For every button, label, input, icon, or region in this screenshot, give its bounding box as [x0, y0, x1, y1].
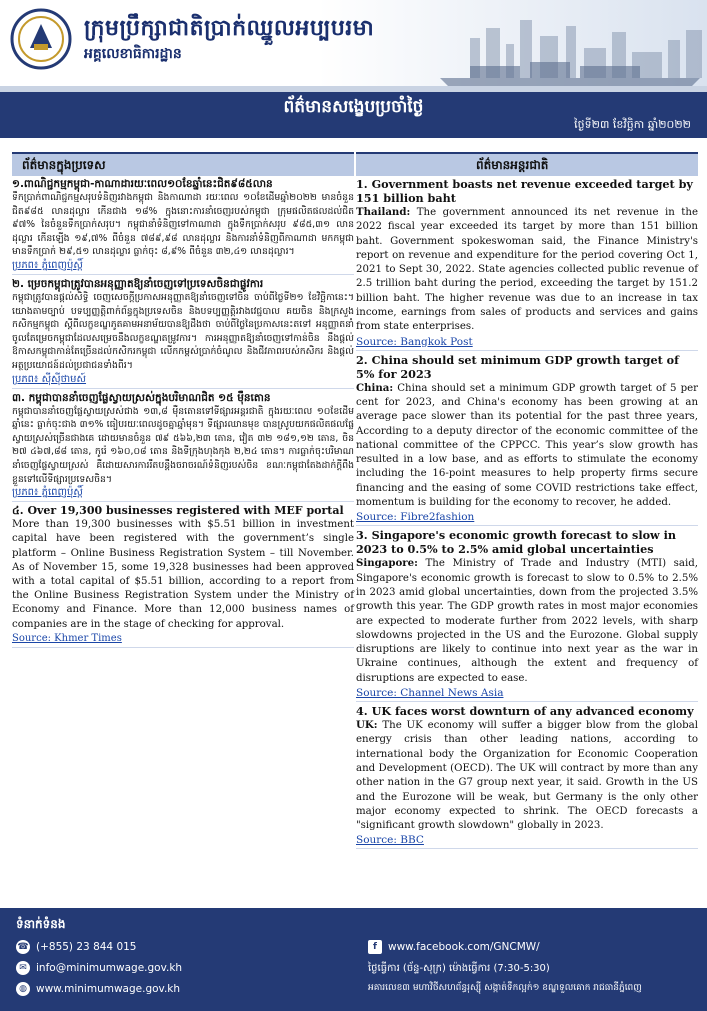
article-title: 1. Government boasts net revenue exceeded target by 151 billion baht [356, 177, 693, 205]
article-title: ២. ម្រេចកម្ពុជាត្រូវបានអនុញ្ញាតឱ្យនាំចេញទៅប្រទេសចិនជាផ្លូវការ [12, 277, 264, 290]
article-title: ១.ពាណិជ្ជកម្មកម្ពុជា-កាណាដារយៈពេល១០ខែឆ្នាំនេះជិត៩៨៥លាន [12, 178, 273, 190]
issue-date: ថ្ងៃទី២៣ ខែវិច្ឆិកា ឆ្នាំ២០២២ [574, 118, 691, 131]
article-country: Thailand: [356, 206, 411, 218]
article-source-link[interactable]: ប្រភព៖ ភ្នំពេញប៉ុស្តិ៍ [12, 486, 354, 502]
header-banner [0, 0, 707, 92]
article-text: The Ministry of Trade and Industry (MTI) said, Singapore's economic growth is forecast to slow to 0.5% to 2.5% in 2023 amid global uncertainties, down from the projected 3.5% growth this year. The GDP growth rates in most major economies are expected to moderate further from 2022 levels, with sharp slowdowns projected in the US and the Eurozone. Global supply disruptions are likely to continue into next year as the war in Ukraine continues, although the extent and frequency of disruptions are expected to ease. [356, 558, 698, 684]
facebook-icon: f [368, 940, 382, 954]
email-icon: ✉ [16, 961, 30, 975]
intl-article-2 [356, 352, 698, 527]
phone-row [16, 940, 137, 954]
article-title: 2. China should set minimum GDP growth target of 5% for 2023 [356, 352, 679, 381]
local-article-3 [12, 390, 354, 503]
article-body [356, 205, 698, 335]
article-body: ទឹកប្រាក់ពាណិជ្ជកម្មសរុបទំនិញរវាងកម្ពុជា និងកាណាដា រយៈពេល ១០ខែដើមឆ្នាំ២០២២ មានចំនួនជិត៩៨៥ លានដុល្លារ កើនជាង ១៨% ក្នុងនោះការនាំចេញរបស់កម្ពុជា ក្រុមផលិតផលដល់ជិត ៩៧% នៃចំនួនទឹកប្រាក់សរុប។ កម្ពុជានាំទំនិញទៅកាណាដា ក្នុងទឹកប្រាក់សរុប ៩៨៥,៣១ លានដុល្លារ កើនឡើង ១៩,៧% ពីចំនួន ៧៨៩,៩៨ លានដុល្លារ និងការនាំទំនិញពីកាណាដា មកកម្ពុជា មានទឹកប្រាក់ ២៩,៥១ លានដុល្លារ ធ្លាក់ចុះ ៨,៩% ពីចំនួន ៣២,៤១ លានដុល្លារ។ [12, 192, 354, 258]
article-body [356, 556, 698, 686]
article-body [356, 381, 698, 511]
facebook-link[interactable]: www.facebook.com/GNCMW/ [388, 941, 540, 953]
article-title: 4. UK faces worst downturn of any advanced economy [356, 704, 694, 719]
article-source-link[interactable]: Source: Bangkok Post [356, 335, 698, 351]
working-hours: ថ្ងៃធ្វើការ (ច័ន្ទ-សុក្រ) ម៉ោងធ្វើការ (7:30-5:30) [368, 963, 550, 974]
article-text: China should set a minimum GDP growth target of 5 per cent for 2023, and China's economy has been growing at an average pace slower than its potential for the past three years, According to a deputy director of the economic committee of the national committee of the CPPCC. This year’s slow growth has resulted in a low base, and as efforts to stimulate the economy including the 16-point measures to help property firms secure financing and the easing of some COVID restrictions take effect, momentum is building for the economy to recover, he added. [356, 382, 698, 509]
footer-contact-bar [0, 908, 707, 1011]
page-title: ព័ត៌មានសង្ខេបប្រចាំថ្ងៃ [283, 97, 424, 117]
contact-heading: ទំនាក់ទំនង [16, 917, 66, 931]
intl-article-4 [356, 703, 698, 849]
article-text: The UK economy will suffer a bigger blow from the global energy crisis than other leading nations, according to international body the Organization for Economic Cooperation and Development (OECD). The UK will contract by more than any other nation in the G7 group next year, it said. Growth in the US and the Eurozone will be weak, but Germany is the only other major economy expected to shrink. The OECD forecasts a "significant growth slowdown" globally in 2023. [356, 720, 698, 832]
phone-icon: ☎ [17, 942, 29, 952]
office-address: អគារលេខ៣ មហាវិថីសហព័ន្ធរុស្ស៊ី សង្កាត់ទឹកល្អក់១ ខណ្ឌទួលគោក រាជធានីភ្នំពេញ [368, 983, 642, 993]
article-body [356, 718, 698, 833]
article-title: ៣. កម្ពុជាបាននាំចេញផ្លែស្វាយស្រស់ក្នុងបរិមាណជិត ១៥ ម៉ឺនតោន [12, 391, 271, 404]
international-news-column [356, 152, 698, 850]
email-link[interactable]: info@minimumwage.gov.kh [36, 962, 183, 974]
article-source-link[interactable]: ប្រភព៖ ភ្នំពេញប៉ុស្តិ៍ [12, 259, 354, 275]
email-row [16, 961, 182, 975]
article-body: កម្ពុជាបាននាំចេញផ្លែស្វាយស្រស់ជាង ១៣,៨ ម៉ឺនតោនទៅទីផ្សារអន្តរជាតិ ក្នុងរយៈពេល ១០ខែដើមឆ្នាំនេះ ធ្លាក់ចុះជាង ៣១% ធៀបរយៈពេលដូចគ្នាឆ្នាំមុន។ ទីផ្សារឈានមុខ បានស្រូបយកផលិតផលផ្លែស្វាយស្រស់ច្រើនជាងគេ ដោយមានចំនួន ៧៩ ៥៦៦,២៣ តោន, វៀត ៣២ ១៨១,១២ តោន, ចិន ២៧ ៤៦៧,៨៨ តោន, កូរ៉េ ១៦០,០៨ តោន និងទីក្រុងហុងកុង ២,២៤ តោន។ ការធ្លាក់ចុះបរិមាណនាំចេញផ្លែស្វាយស្រស់ គឺដោយសារការរឹតបន្តឹងចរាចរណ៍ទំនិញរបស់ចិន ខណៈកម្ពុជាតែងដាក់ក្ដីពឹងខ្លួនទៅលើទីផ្សារប្រទេសចិន។ [12, 405, 354, 485]
phone-number[interactable]: (+855) 23 844 015 [36, 941, 137, 953]
article-text: The government announced its net revenue in the 2022 fiscal year exceeded its target by more than 151 billion baht. Government spokeswoman said, the Finance Ministry's report on revenue and expenditure for the period covering Oct 1, 2021 to Sept 30, 2022. State agencies collected public revenue of 2.5 trillion baht during the period, exceeding the target by 151.2 billion baht. The higher revenue was due to an increase in tax income, earnings from sales of products and services and gains from state enterprises. [356, 207, 698, 333]
title-bar [0, 92, 707, 138]
local-article-1 [12, 176, 354, 275]
article-source-link[interactable]: Source: Channel News Asia [356, 686, 698, 702]
globe-icon: ◍ [16, 982, 30, 996]
org-name: ក្រុមប្រឹក្សាជាតិប្រាក់ឈ្នួលអប្បបរមា [84, 16, 375, 41]
hours-row [368, 961, 550, 976]
org-subtitle: អគ្គលេខាធិការដ្ឋាន [84, 46, 182, 62]
article-source-link[interactable]: Source: Khmer Times [12, 632, 354, 648]
article-title: 3. Singapore's economic growth forecast to slow in 2023 to 0.5% to 2.5% amid global uncertainties [356, 528, 676, 557]
article-body: More than 19,300 businesses with $5.51 billion in investment capital have been registered with the government’s single platform – Online Business Registration System – till November. As of November 15, some 19,328 businesses had been approved with a total capital of $5.51 billion, according to a report from the Online Business Registration System under the Ministry of Economy and Finance. More than 12,000 business names of companies are in the stage of checking for approval. [12, 519, 354, 630]
local-article-4 [12, 503, 354, 648]
article-country: China: [356, 381, 394, 394]
article-country: UK: [356, 719, 378, 732]
article-source-link[interactable]: ប្រភព៖ ស៊ីស៊ីថាមស៍ [12, 373, 354, 389]
local-news-heading: ព័ត៌មានក្នុងប្រទេស [12, 152, 354, 176]
intl-article-1 [356, 176, 698, 351]
international-news-heading: ព័ត៌មានអន្តរជាតិ [356, 152, 698, 176]
website-row [16, 982, 180, 996]
intl-article-3 [356, 527, 698, 702]
local-article-2 [12, 276, 354, 389]
local-news-column [12, 152, 354, 649]
website-link[interactable]: www.minimumwage.gov.kh [36, 983, 181, 995]
article-source-link[interactable]: Source: BBC [356, 833, 698, 849]
article-source-link[interactable]: Source: Fibre2fashion [356, 510, 698, 526]
facebook-row [368, 940, 540, 954]
article-country: Singapore: [356, 557, 418, 570]
address-row [368, 982, 698, 995]
ministry-logo-icon [10, 8, 72, 70]
article-title: ៤. Over 19,300 businesses registered with MEF portal [12, 504, 344, 518]
article-body: កម្ពុជាត្រូវបានផ្ដល់សិទ្ធិ ចេញសេចក្ដីប្រកាសអនុញ្ញាតឱ្យនាំចេញទៅចិន ចាប់ពីថ្ងៃទី២១ ខែវិច្ឆិកានេះ។ យោងតាមច្បាប់ បទប្បញ្ញត្តិពាក់ព័ន្ធក្នុងប្រទេសចិន និងបទប្បញ្ញត្តិរវាងវេជ្ជបាល គយចិន និងក្រសួងកសិកម្មកម្ពុជា ស្ដីពីលក្ខខណ្ឌភូតគាមអនាម័យបានឱ្យដឹងថា ចាប់ពីថ្ងៃនៃប្រកាសនេះតទៅ អនុញ្ញាតនាំចូលតែម្រេចកម្ពុជាដែលសម្រេចនឹងលក្ខខណ្ឌតម្រូវការ។ ការអនុញ្ញាតឱ្យនាំចេញទៅកាន់ចិន នឹងផ្ដល់ឱកាសកម្ពុជាកាន់តែច្រើនដល់កសិករកម្ពុជា លើកកម្ពស់ប្រាក់ចំណូល និងជីវភាពរបស់កសិករ និងផ្ដល់អត្ថប្រយោជន៍ដល់ប្រជាជនទាំងពីរ។ [12, 291, 354, 371]
